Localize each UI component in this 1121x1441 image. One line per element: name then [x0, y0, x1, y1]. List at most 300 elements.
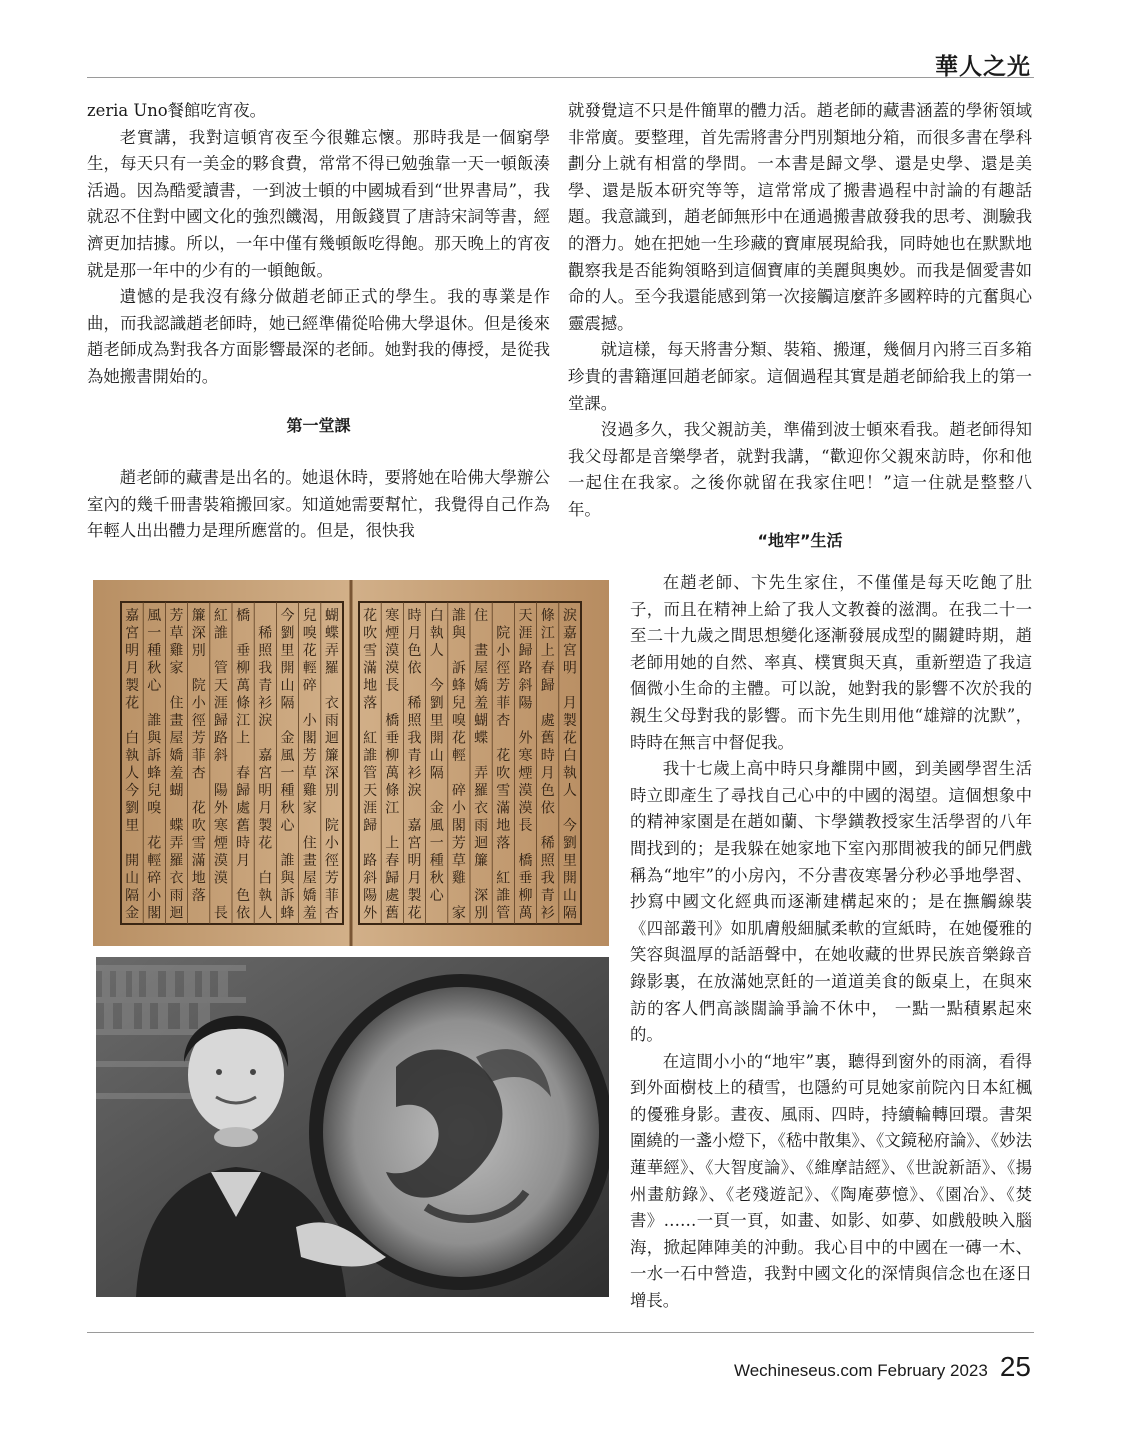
- book-glyph: 地: [363, 678, 378, 694]
- book-glyph: 管: [496, 905, 511, 922]
- book-glyph: 衣: [169, 870, 184, 887]
- book-glyph: 蝴: [474, 713, 489, 729]
- book-glyph: 雨: [324, 713, 339, 729]
- book-glyph: 劉: [280, 625, 295, 642]
- book-glyph: 外: [213, 800, 228, 817]
- book-glyph: 衫: [258, 695, 273, 712]
- book-glyph: 煙: [385, 625, 400, 642]
- book-glyph: 心: [147, 678, 162, 694]
- book-glyph: 里: [562, 853, 577, 869]
- book-glyph: 家: [302, 800, 317, 817]
- book-glyph: 羞: [302, 905, 317, 922]
- book-glyph: 江: [236, 713, 251, 729]
- book-glyph: 閣: [451, 818, 466, 834]
- book-glyph: 蝴: [169, 783, 184, 799]
- book-glyph: 花: [258, 835, 273, 852]
- book-glyph: 衫: [407, 765, 422, 782]
- book-glyph: 劉: [125, 800, 140, 817]
- book-glyph: 迴: [324, 730, 339, 747]
- book-glyph: 芳: [302, 748, 317, 764]
- book-glyph: 雪: [496, 783, 511, 799]
- book-glyph: 條: [540, 608, 555, 624]
- book-glyph: 月: [125, 660, 140, 677]
- book-glyph: 垂: [385, 730, 400, 747]
- header-divider: [87, 77, 1034, 78]
- book-glyph: 嗅: [147, 800, 162, 817]
- book-glyph: 菲: [324, 888, 339, 904]
- book-glyph: 長: [213, 905, 228, 922]
- book-glyph: 劉: [429, 695, 444, 712]
- book-glyph: 時: [236, 835, 251, 852]
- book-glyph: 輕: [302, 660, 317, 677]
- book-glyph: 執: [125, 748, 140, 764]
- book-glyph: 深: [324, 765, 339, 782]
- book-glyph: 舊: [236, 818, 251, 834]
- paragraph: 在趙老師、卞先生家住，不僅僅是每天吃飽了肚子，而且在精神上給了我人文教養的滋潤。在我二十一至二十九歲之間思想變化逐漸發展成型的關鍵時期，趙老師用她的自然、率真、樸實與天真，重新塑造了我這個微小生命的主體。可以說，她對我的影響不次於我的親生父母對我的影響。而卞先生則用他“雄辯的沈默”，時時在無言中督促我。: [630, 573, 1032, 752]
- book-glyph: 舊: [540, 730, 555, 747]
- book-glyph: 歸: [236, 783, 251, 799]
- book-glyph: 心: [429, 888, 444, 904]
- book-glyph: 菲: [191, 748, 206, 764]
- book-glyph: 蜂: [451, 678, 466, 694]
- book-glyph: 製: [407, 888, 422, 904]
- book-glyph: 隔: [125, 888, 140, 904]
- book-glyph: 滿: [496, 800, 511, 817]
- book-glyph: 簾: [191, 608, 206, 624]
- book-glyph: 秋: [429, 870, 444, 887]
- book-glyph: 里: [280, 643, 295, 659]
- portrait-illustration: [96, 957, 609, 1297]
- book-glyph: 嬌: [302, 888, 317, 904]
- book-glyph: 畫: [302, 853, 317, 869]
- book-glyph: 漠: [518, 800, 533, 817]
- portrait-with-drum-photo: [96, 957, 609, 1297]
- book-glyph: 芳: [324, 870, 339, 887]
- book-glyph: 漠: [385, 643, 400, 659]
- book-glyph: 滿: [191, 853, 206, 869]
- book-glyph: 嘉: [407, 818, 422, 834]
- book-glyph: 舊: [385, 905, 400, 922]
- book-glyph: 花: [407, 905, 422, 922]
- book-glyph: 淚: [562, 608, 577, 624]
- book-glyph: 杏: [191, 765, 206, 782]
- book-glyph: 陽: [363, 888, 378, 904]
- book-glyph: 開: [429, 730, 444, 747]
- book-glyph: 上: [385, 835, 400, 852]
- book-glyph: 風: [429, 818, 444, 834]
- left-column: [87, 98, 550, 545]
- section-heading: “地牢”生活: [757, 530, 843, 550]
- book-glyph: 我: [540, 870, 555, 887]
- book-glyph: 芳: [496, 678, 511, 694]
- book-glyph: 金: [125, 905, 140, 922]
- book-glyph: 陽: [518, 695, 533, 712]
- book-glyph: 迴: [169, 905, 184, 922]
- book-glyph: 時: [540, 748, 555, 764]
- book-glyph: 青: [407, 748, 422, 764]
- book-glyph: 屋: [474, 660, 489, 677]
- book-glyph: 橋: [236, 608, 251, 624]
- book-glyph: 色: [540, 783, 555, 799]
- book-glyph: 今: [429, 678, 444, 694]
- book-glyph: 一: [280, 765, 295, 782]
- book-glyph: 嘉: [125, 608, 140, 624]
- book-glyph: 斜: [363, 870, 378, 887]
- book-glyph: 白: [429, 608, 444, 624]
- book-glyph: 畫: [169, 713, 184, 729]
- book-glyph: 草: [169, 625, 184, 642]
- book-glyph: 宮: [562, 643, 577, 659]
- book-glyph: 里: [125, 818, 140, 834]
- book-glyph: 明: [407, 853, 422, 869]
- book-glyph: 月: [562, 695, 577, 712]
- book-glyph: 種: [147, 643, 162, 659]
- book-glyph: 明: [258, 783, 273, 799]
- book-glyph: 訴: [280, 888, 295, 904]
- book-glyph: 柳: [518, 888, 533, 904]
- book-glyph: 芳: [169, 608, 184, 624]
- book-glyph: 衫: [540, 905, 555, 922]
- book-glyph: 徑: [496, 660, 511, 677]
- book-glyph: 小: [191, 695, 206, 712]
- book-glyph: 簾: [474, 853, 489, 869]
- footer-divider: [87, 1332, 1034, 1333]
- book-glyph: 歸: [518, 643, 533, 659]
- book-glyph: 碎: [451, 783, 466, 799]
- book-glyph: 閣: [147, 905, 162, 922]
- book-glyph: 輕: [147, 853, 162, 869]
- book-glyph: 柳: [385, 748, 400, 764]
- book-glyph: 月: [258, 800, 273, 817]
- book-glyph: 山: [562, 888, 577, 904]
- book-glyph: 人: [562, 783, 577, 799]
- book-glyph: 白: [562, 748, 577, 764]
- book-glyph: 誰: [280, 853, 295, 869]
- book-glyph: 條: [385, 783, 400, 799]
- book-glyph: 蝶: [324, 625, 339, 642]
- book-glyph: 製: [258, 818, 273, 834]
- paragraph: 就這樣，每天將書分類、裝箱、搬運，幾個月內將三百多箱珍貴的書籍運回趙老師家。這個過程其實是趙老師給我上的第一堂課。: [568, 340, 1032, 413]
- book-glyph: 蝶: [169, 818, 184, 834]
- book-glyph: 閣: [302, 730, 317, 747]
- book-glyph: 心: [280, 818, 295, 834]
- book-glyph: 製: [562, 713, 577, 729]
- book-glyph: 別: [191, 643, 206, 659]
- book-glyph: 家: [451, 905, 466, 922]
- book-glyph: 涯: [363, 800, 378, 817]
- book-glyph: 弄: [474, 765, 489, 782]
- book-glyph: 花: [451, 730, 466, 747]
- book-glyph: 開: [562, 870, 577, 887]
- paragraph: 在這間小小的“地牢”裏，聽得到窗外的雨滴，看得到外面樹枝上的積雪，也隱約可見她家前院內日本紅楓的優雅身影。晝夜、風雨、四時，持續輪轉回環。書架圍繞的一盞小燈下，《嵇中散集》、《文鏡秘府論》、《妙法蓮華經》、《大智度論》、《維摩詰經》、《世說新語》、《揚州畫舫錄》、《老殘遊記》、《陶庵夢憶》、《園冶》、《焚書》……一頁一頁，如畫、如影、如夢、如戲般映入腦海，掀起陣陣美的沖動。我心目中的中國在一磚一木、一水一石中營造，我對中國文化的深情與信念也在逐日增長。: [630, 1051, 1032, 1311]
- book-glyph: 小: [302, 713, 317, 729]
- book-glyph: 誰: [363, 748, 378, 764]
- book-glyph: 上: [540, 643, 555, 659]
- book-glyph: 別: [324, 783, 339, 799]
- right-column: [568, 98, 1032, 554]
- book-glyph: 天: [363, 783, 378, 799]
- book-pages-illustration: [93, 580, 609, 946]
- book-glyph: 長: [518, 818, 533, 834]
- book-glyph: 今: [280, 608, 295, 624]
- book-glyph: 深: [191, 625, 206, 642]
- book-glyph: 月: [407, 870, 422, 887]
- paragraph: 就發覺這不只是件簡單的體力活。趙老師的藏書涵蓋的學術領域非常廣。要整理，首先需將書分門別類地分箱，而很多書在學科劃分上就有相當的學問。一本書是歸文學、還是史學、還是美學、還是版本研究等等，這常常成了搬書過程中討論的有趣話題。我意識到，趙老師無形中在通過搬書啟發我的思考、測驗我的潛力。她在把她一生珍藏的寶庫展現給我，同時她也在默默地觀察我是否能夠領略到這個寶庫的美麗與奧妙。而我是個愛書如命的人。至今我還能感到第一次接觸這麼許多國粹時的亢奮與心靈震撼。: [568, 101, 1032, 333]
- book-glyph: 條: [236, 695, 251, 712]
- book-glyph: 家: [169, 660, 184, 677]
- book-glyph: 月: [236, 853, 251, 869]
- book-glyph: 江: [540, 625, 555, 642]
- section-heading: 第一堂課: [286, 415, 351, 435]
- book-glyph: 屋: [302, 870, 317, 887]
- book-glyph: 菲: [496, 695, 511, 712]
- book-glyph: 蜂: [147, 765, 162, 782]
- book-glyph: 外: [363, 905, 378, 922]
- book-glyph: 色: [236, 888, 251, 904]
- book-glyph: 開: [280, 660, 295, 677]
- book-glyph: 春: [540, 660, 555, 677]
- book-glyph: 杏: [324, 905, 339, 922]
- book-glyph: 處: [385, 888, 400, 904]
- book-glyph: 花: [191, 800, 206, 817]
- paragraph: zeria Uno餐館吃宵夜。: [87, 101, 266, 120]
- book-glyph: 春: [236, 765, 251, 782]
- book-glyph: 照: [540, 853, 555, 869]
- publication-site-date: Wechineseus.com February 2023: [733, 1361, 988, 1380]
- book-glyph: 宮: [258, 765, 273, 782]
- book-glyph: 碎: [147, 870, 162, 887]
- book-glyph: 蝶: [474, 730, 489, 747]
- book-glyph: 垂: [236, 643, 251, 659]
- book-glyph: 徑: [191, 713, 206, 729]
- book-glyph: 花: [302, 643, 317, 659]
- book-glyph: 兒: [302, 608, 317, 624]
- book-glyph: 淚: [258, 713, 273, 729]
- book-glyph: 今: [125, 783, 140, 799]
- book-glyph: 長: [385, 678, 400, 694]
- book-glyph: 畫: [474, 643, 489, 659]
- book-glyph: 煙: [518, 765, 533, 782]
- book-glyph: 簾: [324, 748, 339, 764]
- book-glyph: 漠: [518, 783, 533, 799]
- book-glyph: 地: [496, 818, 511, 834]
- book-glyph: 院: [324, 818, 339, 834]
- book-glyph: 金: [429, 800, 444, 817]
- paragraph: 我十七歲上高中時只身離開中國，到美國學習生活時立即產生了尋找自己心中的中國的渴望。這個想象中的精神家園是在趙如蘭、卞學鐄教授家生活學習的八年間找到的；是我躲在她家地下室內那間被我的師兄們戲稱為“地牢”的小房內，不分書夜寒暑分秒必爭地學習、抄寫中國文化經典而逐漸建構起來的；是在撫觸線裝《四部叢刊》如肌膚般細膩柔軟的宣紙時，在她優雅的笑容與溫厚的話語聲中，在她收藏的世界民族音樂錄音錄影裏，在放滿她烹飪的一道道美食的飯桌上，在與來訪的客人們高談闊論爭論不休中， 一點一點積累起來的。: [630, 759, 1032, 1045]
- book-glyph: 色: [407, 643, 422, 659]
- book-glyph: 稀: [258, 625, 273, 642]
- book-glyph: 萬: [236, 678, 251, 694]
- paragraph: 趙老師的藏書是出名的。她退休時，要將她在哈佛大學辦公室內的幾千冊書裝箱搬回家。知道她需要幫忙，我覺得自己作為年輕人出出體力是理所應當的。但是，很快我: [87, 468, 550, 541]
- book-glyph: 小: [324, 835, 339, 852]
- book-glyph: 依: [236, 905, 251, 922]
- book-glyph: 山: [125, 870, 140, 887]
- book-glyph: 製: [125, 678, 140, 694]
- paragraph: 老實講，我對這頓宵夜至今很難忘懷。那時我是一個窮學生，每天只有一美金的夥食費，常常不得已勉強靠一天一頓飯湊活過。因為酷愛讀書，一到波士頓的中國城看到“世界書局”，我就忍不住對中國文化的強烈饑渴，用飯錢買了唐詩宋詞等書，經濟更加拮據。所以，一年中僅有幾頓飯吃得飽。那天晚上的宵夜就是那一年中的少有的一頓飽飯。: [87, 127, 550, 280]
- book-glyph: 落: [191, 888, 206, 904]
- book-glyph: 歸: [213, 713, 228, 729]
- book-glyph: 秋: [147, 660, 162, 677]
- book-glyph: 雪: [191, 835, 206, 852]
- book-glyph: 開: [125, 853, 140, 869]
- book-glyph: 蜂: [280, 905, 295, 922]
- book-glyph: 寒: [518, 748, 533, 764]
- book-glyph: 雞: [169, 643, 184, 659]
- book-glyph: 羞: [474, 695, 489, 712]
- book-glyph: 小: [451, 800, 466, 817]
- book-glyph: 金: [280, 730, 295, 747]
- book-glyph: 兒: [451, 695, 466, 712]
- book-glyph: 衣: [474, 800, 489, 817]
- book-glyph: 執: [429, 625, 444, 642]
- paragraph: 沒過多久，我父親訪美，準備到波士頓來看我。趙老師得知我父母都是音樂學者，就對我講，“歡迎你父親來訪時，你和他一起住在我家。之後你就留在我家住吧！”這一住就是整整八年。: [568, 420, 1032, 519]
- book-glyph: 稀: [407, 695, 422, 712]
- book-glyph: 管: [213, 660, 228, 677]
- book-glyph: 屋: [169, 730, 184, 747]
- book-glyph: 一: [429, 835, 444, 852]
- book-glyph: 人: [429, 643, 444, 659]
- book-glyph: 漠: [213, 853, 228, 869]
- book-glyph: 輕: [451, 748, 466, 764]
- book-glyph: 花: [363, 608, 378, 624]
- book-glyph: 我: [407, 730, 422, 747]
- book-glyph: 歸: [540, 678, 555, 694]
- book-glyph: 天: [213, 678, 228, 694]
- book-glyph: 路: [363, 853, 378, 869]
- book-glyph: 訴: [147, 748, 162, 764]
- book-glyph: 江: [385, 800, 400, 817]
- book-glyph: 嘉: [258, 748, 273, 764]
- book-glyph: 與: [147, 730, 162, 747]
- book-glyph: 漠: [385, 660, 400, 677]
- book-glyph: 橋: [518, 853, 533, 869]
- book-glyph: 隔: [429, 765, 444, 782]
- page-footer: [734, 1351, 1031, 1383]
- book-glyph: 誰: [147, 713, 162, 729]
- book-glyph: 羞: [169, 765, 184, 782]
- book-glyph: 地: [191, 870, 206, 887]
- book-glyph: 花: [147, 835, 162, 852]
- book-glyph: 吹: [191, 818, 206, 834]
- book-glyph: 隔: [280, 695, 295, 712]
- book-glyph: 芳: [451, 835, 466, 852]
- book-glyph: 月: [407, 625, 422, 642]
- book-glyph: 執: [258, 888, 273, 904]
- book-glyph: 住: [302, 835, 317, 852]
- book-glyph: 依: [407, 660, 422, 677]
- book-glyph: 寒: [213, 818, 228, 834]
- paragraph: 遺憾的是我沒有緣分做趙老師正式的學生。我的專業是作曲，而我認識趙老師時，她已經準備從哈佛大學退休。但是後來趙老師成為對我各方面影響最深的老師。她對我的傳授，是從我為她搬書開始的。: [87, 287, 550, 386]
- book-glyph: 迴: [474, 835, 489, 852]
- book-glyph: 橋: [385, 713, 400, 729]
- book-glyph: 涯: [213, 695, 228, 712]
- book-glyph: 吹: [363, 625, 378, 642]
- book-glyph: 雞: [302, 783, 317, 799]
- book-glyph: 處: [236, 800, 251, 817]
- book-glyph: 宮: [125, 625, 140, 642]
- book-glyph: 隔: [562, 905, 577, 922]
- book-glyph: 兒: [147, 783, 162, 799]
- book-glyph: 明: [125, 643, 140, 659]
- book-glyph: 垂: [518, 870, 533, 887]
- book-glyph: 院: [496, 625, 511, 642]
- book-glyph: 誰: [213, 625, 228, 642]
- book-glyph: 山: [280, 678, 295, 694]
- book-glyph: 里: [429, 713, 444, 729]
- book-glyph: 種: [429, 853, 444, 869]
- book-glyph: 別: [474, 905, 489, 922]
- book-glyph: 雞: [451, 870, 466, 887]
- book-glyph: 萬: [385, 765, 400, 782]
- book-glyph: 羅: [324, 660, 339, 677]
- book-glyph: 深: [474, 888, 489, 904]
- book-glyph: 草: [451, 853, 466, 869]
- book-glyph: 弄: [169, 835, 184, 852]
- book-glyph: 住: [169, 695, 184, 712]
- book-glyph: 萬: [518, 905, 533, 922]
- book-glyph: 一: [147, 625, 162, 642]
- book-glyph: 雨: [474, 818, 489, 834]
- book-glyph: 滿: [363, 660, 378, 677]
- book-glyph: 上: [236, 730, 251, 747]
- book-glyph: 今: [562, 818, 577, 834]
- book-glyph: 院: [191, 678, 206, 694]
- book-glyph: 誰: [451, 608, 466, 624]
- book-glyph: 白: [125, 730, 140, 747]
- book-glyph: 與: [451, 625, 466, 642]
- book-glyph: 山: [429, 748, 444, 764]
- book-glyph: 雨: [169, 888, 184, 904]
- book-glyph: 白: [258, 870, 273, 887]
- book-glyph: 時: [407, 608, 422, 624]
- book-glyph: 斜: [518, 678, 533, 694]
- book-glyph: 羅: [474, 783, 489, 799]
- book-glyph: 草: [302, 765, 317, 782]
- book-glyph: 紅: [213, 608, 228, 624]
- book-glyph: 照: [258, 643, 273, 659]
- book-glyph: 寒: [385, 608, 400, 624]
- bottom-right-column: [630, 570, 1032, 1315]
- book-glyph: 稀: [540, 835, 555, 852]
- book-glyph: 歸: [385, 870, 400, 887]
- book-glyph: 徑: [324, 853, 339, 869]
- book-glyph: 羅: [169, 853, 184, 869]
- book-glyph: 我: [258, 660, 273, 677]
- book-glyph: 青: [540, 888, 555, 904]
- book-glyph: 劉: [562, 835, 577, 852]
- book-glyph: 住: [474, 608, 489, 624]
- book-glyph: 照: [407, 713, 422, 729]
- book-glyph: 漠: [213, 870, 228, 887]
- book-glyph: 蝴: [324, 608, 339, 624]
- book-glyph: 春: [385, 853, 400, 869]
- book-glyph: 訴: [451, 660, 466, 677]
- book-glyph: 芳: [191, 730, 206, 747]
- book-glyph: 花: [125, 695, 140, 712]
- book-glyph: 路: [518, 660, 533, 677]
- book-glyph: 紅: [363, 730, 378, 747]
- book-glyph: 紅: [496, 870, 511, 887]
- book-glyph: 處: [540, 713, 555, 729]
- book-glyph: 煙: [213, 835, 228, 852]
- book-glyph: 歸: [363, 818, 378, 834]
- book-glyph: 天: [518, 608, 533, 624]
- book-glyph: 外: [518, 730, 533, 747]
- book-glyph: 雪: [363, 643, 378, 659]
- book-glyph: 碎: [302, 678, 317, 694]
- page-number: 25: [999, 1351, 1031, 1382]
- book-glyph: 弄: [324, 643, 339, 659]
